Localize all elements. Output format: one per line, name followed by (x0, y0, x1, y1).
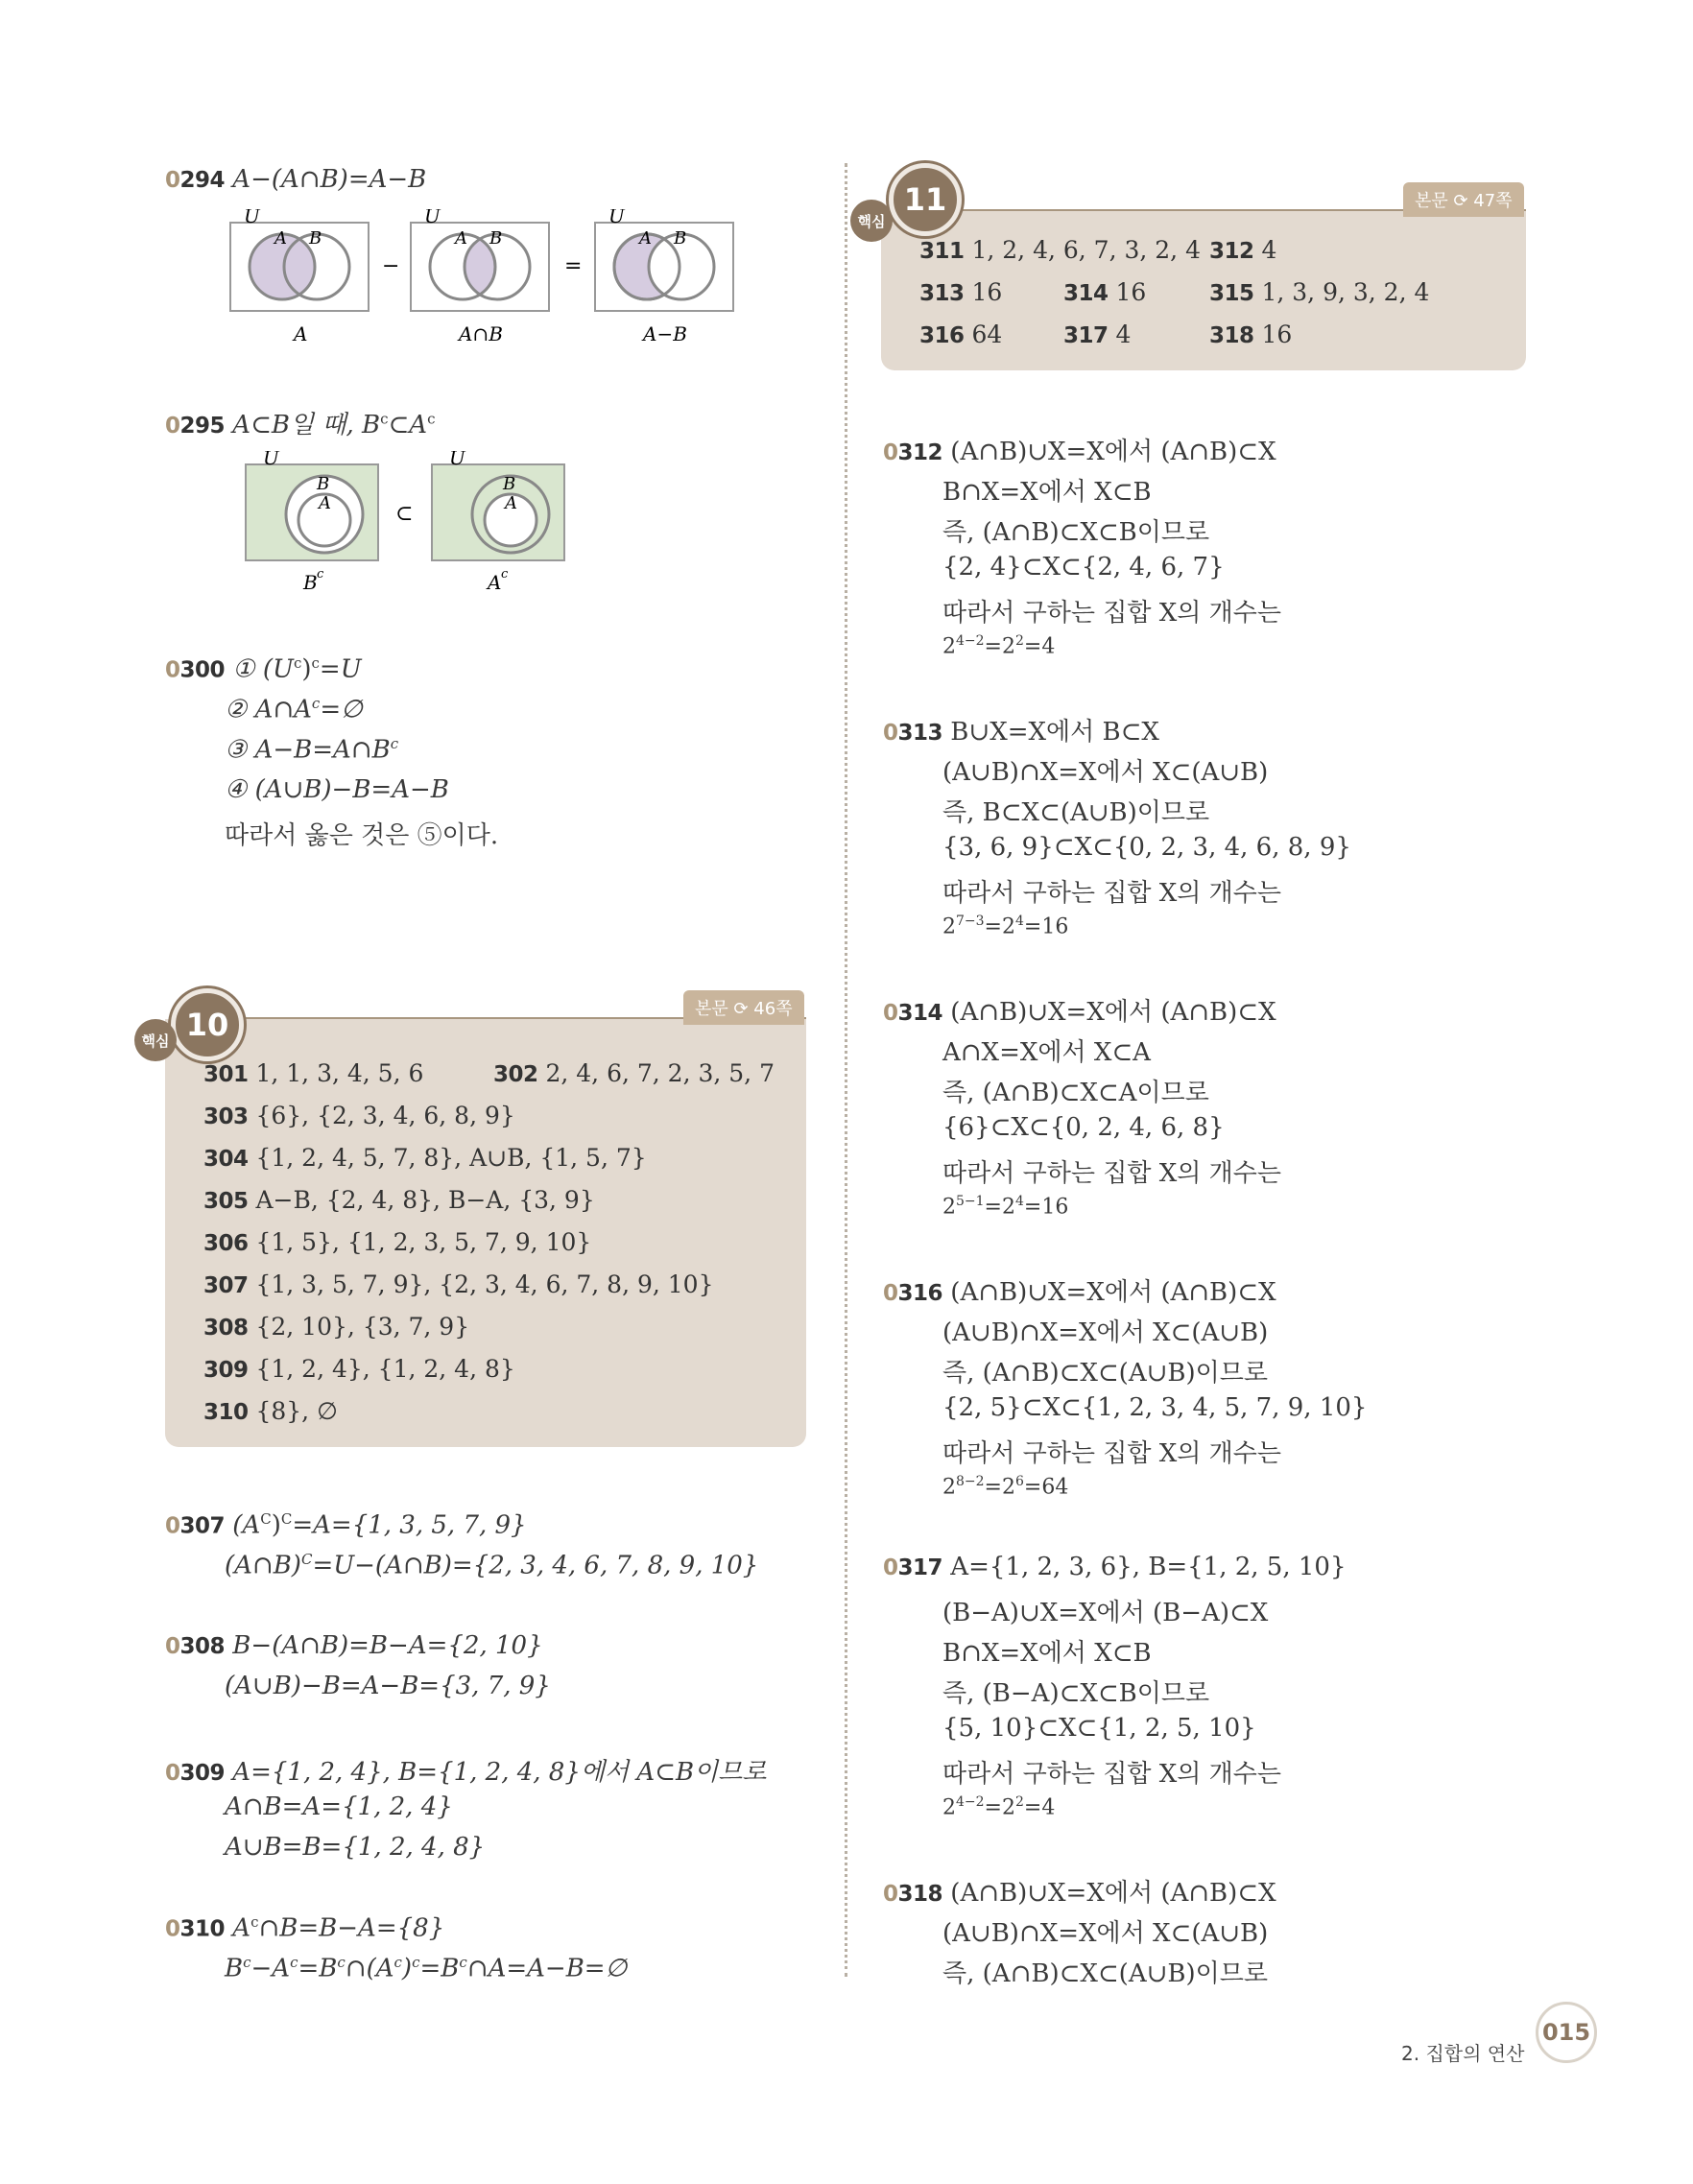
venn-caption-2: A (488, 571, 502, 594)
problem-316-line-3: 즉, (A∩B)⊂X⊂(A∪B)이므로 (942, 1359, 1268, 1388)
core-10-item-309: 309 {1, 2, 4}, {1, 2, 4, 8} (203, 1355, 515, 1383)
problem-309-line-1: 0309 A={1, 2, 4}, B={1, 2, 4, 8}에서 A⊂B이므로 (165, 1758, 767, 1787)
problem-317-line-7: $2^{4-2}=2^2=4$ (942, 1794, 1056, 1820)
problem-314-line-1: 0314 (A∩B)∪X=X에서 (A∩B)⊂X (883, 998, 1276, 1027)
venn-op-minus: − (382, 254, 400, 278)
problem-314-line-4: {6}⊂X⊂{0, 2, 4, 6, 8} (942, 1113, 1225, 1142)
venn-caption-1-sup: c (317, 567, 324, 582)
problem-317-line-2: (B−A)∪X=X에서 (B−A)⊂X (942, 1599, 1269, 1627)
problem-312-line-1: 0312 (A∩B)∪X=X에서 (A∩B)⊂X (883, 438, 1276, 466)
problem-300-line-5: 따라서 옳은 것은 ⑤이다. (225, 821, 499, 850)
venn-label-a: A (455, 228, 467, 249)
core-10-item-303: 303 {6}, {2, 3, 4, 6, 8, 9} (203, 1102, 515, 1129)
problem-300-line-1: 0300 ① $(U^c)^c=U$ (165, 654, 362, 684)
page-number: 015 (1536, 2002, 1597, 2063)
core-10-label: 핵심 (134, 1019, 177, 1061)
problem-308-line-2: (A∪B)−B=A−B={3, 7, 9} (225, 1672, 551, 1700)
core-10-item-304: 304 {1, 2, 4, 5, 7, 8}, A∪B, {1, 5, 7} (203, 1144, 647, 1172)
problem-314-line-2: A∩X=X에서 X⊂A (942, 1038, 1151, 1067)
core-11-item-313: 313 16 (919, 278, 1003, 306)
column-divider (845, 163, 847, 1977)
core-10-item-306: 306 {1, 5}, {1, 2, 3, 5, 7, 9, 10} (203, 1228, 592, 1256)
problem-316-line-1: 0316 (A∩B)∪X=X에서 (A∩B)⊂X (883, 1278, 1276, 1307)
problem-316-line-4: {2, 5}⊂X⊂{1, 2, 3, 4, 5, 7, 9, 10} (942, 1393, 1368, 1422)
core-11-number: 11 (889, 163, 962, 236)
problem-313-line-1: 0313 B∪X=X에서 B⊂X (883, 718, 1159, 747)
problem-312-line-3: 즉, (A∩B)⊂X⊂B이므로 (942, 518, 1210, 547)
core-10-item-301: 301 1, 1, 3, 4, 5, 6 (203, 1059, 424, 1087)
footer-chapter: 2. 집합의 연산 (1401, 2042, 1525, 2065)
problem-310-line-1: 0310 $A^c\cap B=B-A=\{8\}$ (165, 1913, 445, 1943)
problem-313-line-4: {3, 6, 9}⊂X⊂{0, 2, 3, 4, 6, 8, 9} (942, 833, 1351, 862)
venn-label-u: U (424, 209, 441, 227)
core-10-item-302: 302 2, 4, 6, 7, 2, 3, 5, 7 (493, 1059, 775, 1087)
core-11-item-317: 317 4 (1063, 320, 1132, 348)
venn-label-a: A (505, 493, 517, 513)
venn-caption-1: A (294, 322, 308, 345)
problem-294-title: 0294 A−(A∩B)=A−B (165, 165, 427, 194)
core-11-item-312: 312 4 (1209, 236, 1277, 264)
problem-312-line-4: {2, 4}⊂X⊂{2, 4, 6, 7} (942, 553, 1225, 582)
problem-317-line-5: {5, 10}⊂X⊂{1, 2, 5, 10} (942, 1714, 1256, 1743)
problem-316-line-2: (A∪B)∩X=X에서 X⊂(A∪B) (942, 1318, 1269, 1347)
problem-300-line-4: ④ (A∪B)−B=A−B (225, 775, 449, 804)
core-11-item-314: 314 16 (1063, 278, 1147, 306)
venn-caption-2: A∩B (459, 322, 503, 345)
core-10-item-307: 307 {1, 3, 5, 7, 9}, {2, 3, 4, 6, 7, 8, 9, 10} (203, 1270, 714, 1298)
problem-295-title: 0295 A⊂B일 때, $B^c\subset A^c$ (165, 410, 436, 439)
problem-309-line-2: A∩B=A={1, 2, 4} (225, 1792, 453, 1821)
venn-label-u: U (449, 451, 465, 469)
core-10-item-310: 310 {8}, ∅ (203, 1397, 338, 1425)
problem-313-line-3: 즉, B⊂X⊂(A∪B)이므로 (942, 798, 1210, 827)
problem-307-line-1: 0307 $(A^C)^C=A=\{1$, 3, 5, 7, 9} (165, 1510, 527, 1540)
problem-313-line-6: $2^{7-3}=2^4=16$ (942, 914, 1069, 939)
venn-caption-3: A−B (643, 322, 687, 345)
core-11-item-315: 315 1, 3, 9, 3, 2, 4 (1209, 278, 1430, 306)
core-11-item-318: 318 16 (1209, 320, 1293, 348)
core-11-item-316: 316 64 (919, 320, 1003, 348)
core-10-item-305: 305 A−B, {2, 4, 8}, B−A, {3, 9} (203, 1186, 595, 1214)
problem-313-line-5: 따라서 구하는 집합 X의 개수는 (942, 879, 1281, 908)
core-11-ref-tab: 본문 ⟳ 47쪽 (1403, 182, 1524, 217)
venn-op-subset: ⊂ (395, 502, 414, 526)
venn-label-a: A (319, 493, 331, 513)
problem-317-line-3: B∩X=X에서 X⊂B (942, 1639, 1152, 1668)
venn-diagram-295 (244, 451, 580, 595)
problem-312-line-5: 따라서 구하는 집합 X의 개수는 (942, 599, 1281, 628)
venn-op-eq: = (564, 254, 583, 278)
venn-label-a: A (274, 228, 287, 249)
core-10-item-308: 308 {2, 10}, {3, 7, 9} (203, 1313, 470, 1341)
problem-317-line-6: 따라서 구하는 집합 X의 개수는 (942, 1760, 1281, 1789)
core-11-label: 핵심 (850, 200, 893, 242)
problem-309-line-3: A∪B=B={1, 2, 4, 8} (225, 1833, 486, 1862)
venn-diagram-294 (228, 209, 747, 353)
venn-label-u: U (244, 209, 260, 227)
problem-318-line-3: 즉, (A∩B)⊂X⊂(A∪B)이므로 (942, 1959, 1268, 1988)
problem-300-line-2: ② $A\cap A^c=\emptyset$ (225, 695, 363, 724)
core-11-item-311: 311 1, 2, 4, 6, 7, 3, 2, 4 (919, 236, 1201, 264)
problem-317-line-1: 0317 A={1, 2, 3, 6}, B={1, 2, 5, 10} (883, 1553, 1347, 1581)
core-10-ref-tab: 본문 ⟳ 46쪽 (683, 990, 804, 1025)
problem-318-line-2: (A∪B)∩X=X에서 X⊂(A∪B) (942, 1919, 1269, 1948)
problem-312-line-2: B∩X=X에서 X⊂B (942, 478, 1152, 507)
problem-314-line-3: 즉, (A∩B)⊂X⊂A이므로 (942, 1079, 1209, 1107)
problem-316-line-6: $2^{8-2}=2^6=64$ (942, 1474, 1069, 1500)
problem-314-line-6: $2^{5-1}=2^4=16$ (942, 1194, 1069, 1220)
venn-label-b: B (317, 474, 330, 494)
venn-label-u: U (608, 209, 625, 227)
problem-316-line-5: 따라서 구하는 집합 X의 개수는 (942, 1439, 1281, 1468)
problem-318-line-1: 0318 (A∩B)∪X=X에서 (A∩B)⊂X (883, 1879, 1276, 1908)
venn-label-b: B (674, 228, 687, 249)
problem-307-line-2: (A∩B)$^C$=U−(A∩B)={2, 3, 4, 6, 7, 8, 9, 10} (225, 1551, 759, 1580)
venn-label-b: B (309, 228, 322, 249)
problem-310-line-2: $B^c-A^c=B^c\cap(A^c)^c=B^c\cap A=A-B=\emptyset$ (225, 1954, 628, 1983)
problem-312-line-6: $2^{4-2}=2^2=4$ (942, 633, 1056, 659)
venn-label-a: A (639, 228, 652, 249)
venn-label-u: U (263, 451, 279, 469)
venn-caption-1: B (303, 571, 318, 594)
venn-label-b: B (489, 228, 503, 249)
problem-308-line-1: 0308 B−(A∩B)=B−A={2, 10} (165, 1631, 543, 1660)
problem-317-line-4: 즉, (B−A)⊂X⊂B이므로 (942, 1679, 1210, 1708)
core-10-number: 10 (171, 988, 244, 1061)
problem-300-line-3: ③ $A-B=A\cap B^c$ (225, 735, 399, 765)
venn-caption-2-sup: c (501, 567, 509, 582)
venn-label-b: B (503, 474, 516, 494)
problem-314-line-5: 따라서 구하는 집합 X의 개수는 (942, 1159, 1281, 1188)
problem-313-line-2: (A∪B)∩X=X에서 X⊂(A∪B) (942, 758, 1269, 787)
